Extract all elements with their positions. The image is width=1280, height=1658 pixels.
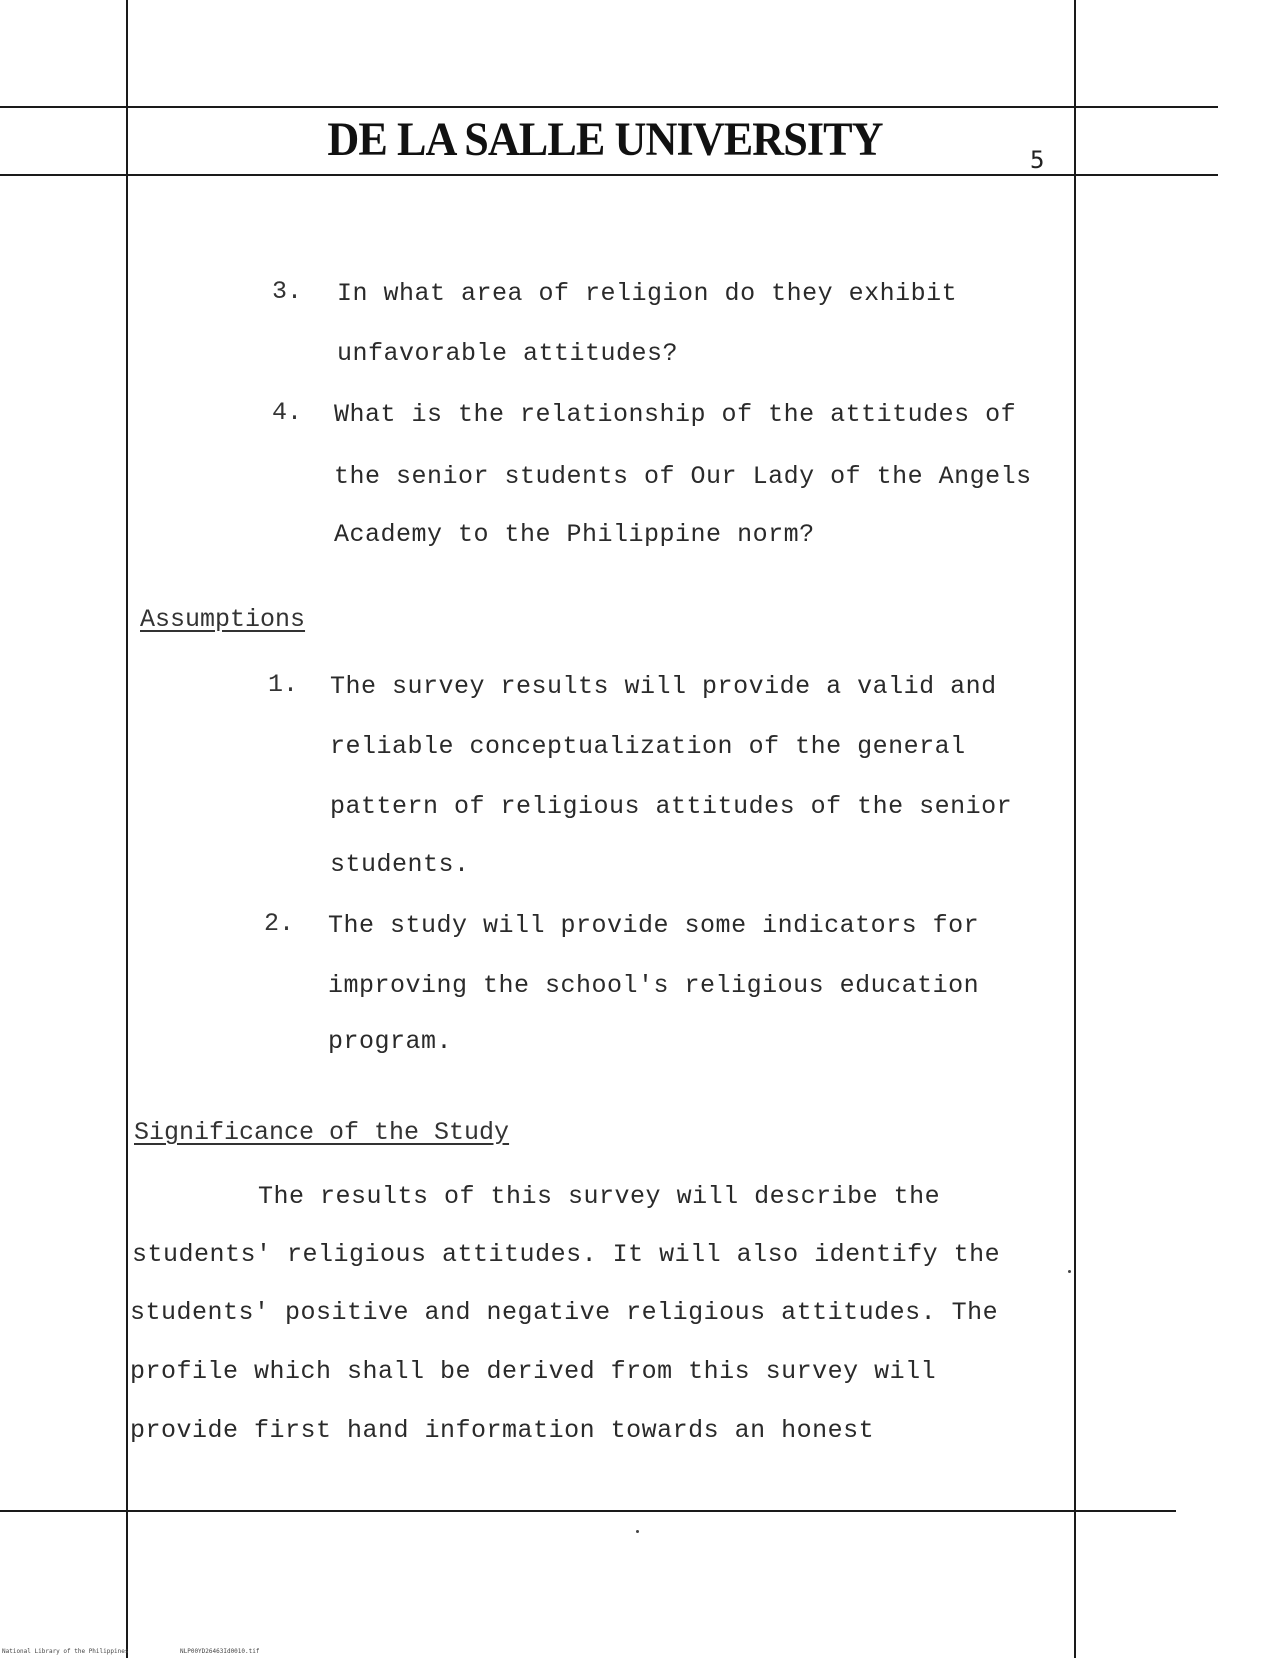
assumption-line: The survey results will provide a valid and: [330, 672, 997, 701]
footer-source-right: NLP00YD26463Id0010.tif: [180, 1648, 260, 1655]
university-header: DE LA SALLE UNIVERSITY: [327, 113, 883, 166]
question-line: Academy to the Philippine norm?: [334, 520, 815, 549]
paragraph-line: The results of this survey will describe the: [258, 1182, 941, 1211]
page-number: 5: [1030, 146, 1045, 174]
question-line: What is the relationship of the attitudes of: [334, 400, 1017, 429]
paragraph-line: profile which shall be derived from this survey will: [130, 1357, 937, 1386]
header-bottom-rule: [0, 174, 1218, 176]
right-margin-rule: [1074, 0, 1076, 1658]
assumption-number: 1.: [268, 670, 299, 699]
assumption-line: pattern of religious attitudes of the senior: [330, 792, 1013, 821]
paragraph-line: students' religious attitudes. It will also identify the: [132, 1240, 1001, 1269]
question-number: 3.: [272, 277, 303, 306]
question-line: the senior students of Our Lady of the Angels: [334, 462, 1032, 491]
assumption-line: The study will provide some indicators for: [328, 911, 980, 940]
paragraph-line: students' positive and negative religious attitudes. The: [130, 1298, 999, 1327]
header-top-rule: [0, 106, 1218, 108]
assumption-line: students.: [330, 850, 470, 879]
scan-speck: [636, 1530, 639, 1533]
paragraph-line: provide first hand information towards an honest: [130, 1416, 875, 1445]
significance-heading: Significance of the Study: [134, 1118, 510, 1147]
assumptions-heading: Assumptions: [140, 605, 306, 634]
footer-source-left: National Library of the Philippines: [2, 1648, 129, 1655]
question-number: 4.: [272, 398, 303, 427]
assumption-line: improving the school's religious education: [328, 971, 980, 1000]
footer-rule: [0, 1510, 1176, 1512]
question-line: unfavorable attitudes?: [337, 339, 679, 368]
scan-speck: [1068, 1270, 1071, 1273]
assumption-line: reliable conceptualization of the general: [330, 732, 966, 761]
assumption-line: program.: [328, 1027, 453, 1056]
question-line: In what area of religion do they exhibit: [337, 279, 958, 308]
left-margin-rule: [126, 0, 128, 1658]
assumption-number: 2.: [264, 909, 295, 938]
